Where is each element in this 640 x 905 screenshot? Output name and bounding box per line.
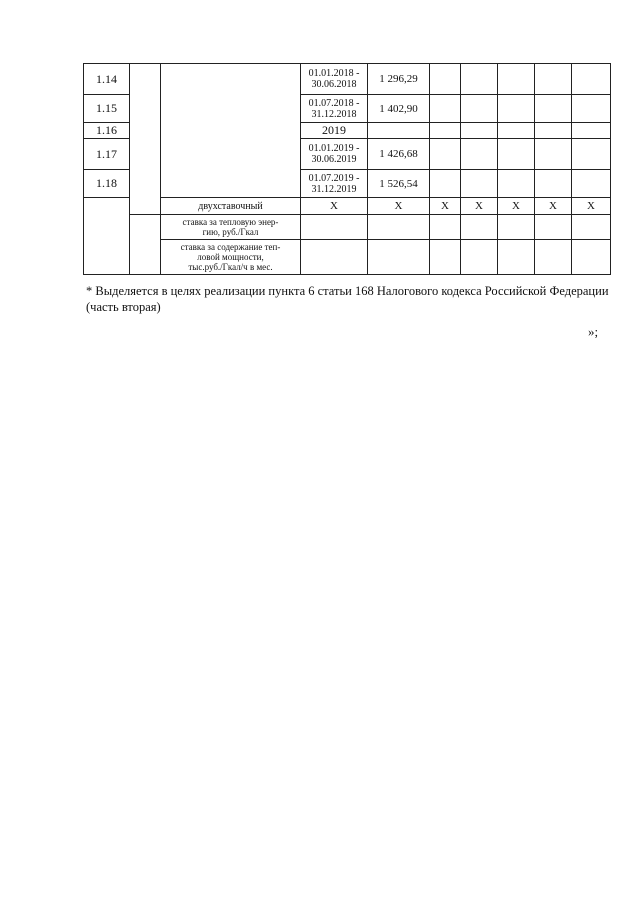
closing-quote: »; xyxy=(588,324,599,339)
empty-cell xyxy=(84,198,130,275)
value-cell: 1 526,54 xyxy=(368,170,430,198)
row-number: 1.16 xyxy=(84,123,130,139)
capacity-rate-label: ставка за содержание теп- ловой мощности, тыс.руб./Гкал/ч в мес. xyxy=(161,240,301,275)
empty-cell xyxy=(161,64,301,198)
table-row xyxy=(84,240,611,275)
table-row xyxy=(84,64,611,95)
empty-cell xyxy=(130,64,161,215)
x-mark: X xyxy=(572,198,611,215)
footnote: * Выделяется в целях реализации пункта 6 статьи 168 Налогового кодекса Российской Федерации (часть вторая) xyxy=(86,284,609,314)
row-number: 1.15 xyxy=(84,95,130,123)
period-cell: 01.01.2019 - 30.06.2019 xyxy=(301,139,368,170)
period-cell: 01.07.2018 - 31.12.2018 xyxy=(301,95,368,123)
two-part-label: двухставочный xyxy=(161,198,301,215)
x-mark: X xyxy=(535,198,572,215)
x-mark: X xyxy=(301,198,368,215)
row-number: 1.17 xyxy=(84,139,130,170)
tariff-table xyxy=(83,63,611,275)
empty-cell xyxy=(130,215,161,275)
row-number: 1.14 xyxy=(84,64,130,95)
year-cell: 2019 xyxy=(301,123,368,139)
table-row xyxy=(84,198,611,215)
period-cell: 01.01.2018 - 30.06.2018 xyxy=(301,64,368,95)
x-mark: X xyxy=(498,198,535,215)
x-mark: X xyxy=(368,198,430,215)
row-number: 1.18 xyxy=(84,170,130,198)
value-cell: 1 296,29 xyxy=(368,64,430,95)
value-cell: 1 426,68 xyxy=(368,139,430,170)
value-cell: 1 402,90 xyxy=(368,95,430,123)
x-mark: X xyxy=(430,198,461,215)
x-mark: X xyxy=(461,198,498,215)
table-row xyxy=(84,215,611,240)
period-cell: 01.07.2019 - 31.12.2019 xyxy=(301,170,368,198)
energy-rate-label: ставка за тепловую энер- гию, руб./Гкал xyxy=(161,215,301,240)
